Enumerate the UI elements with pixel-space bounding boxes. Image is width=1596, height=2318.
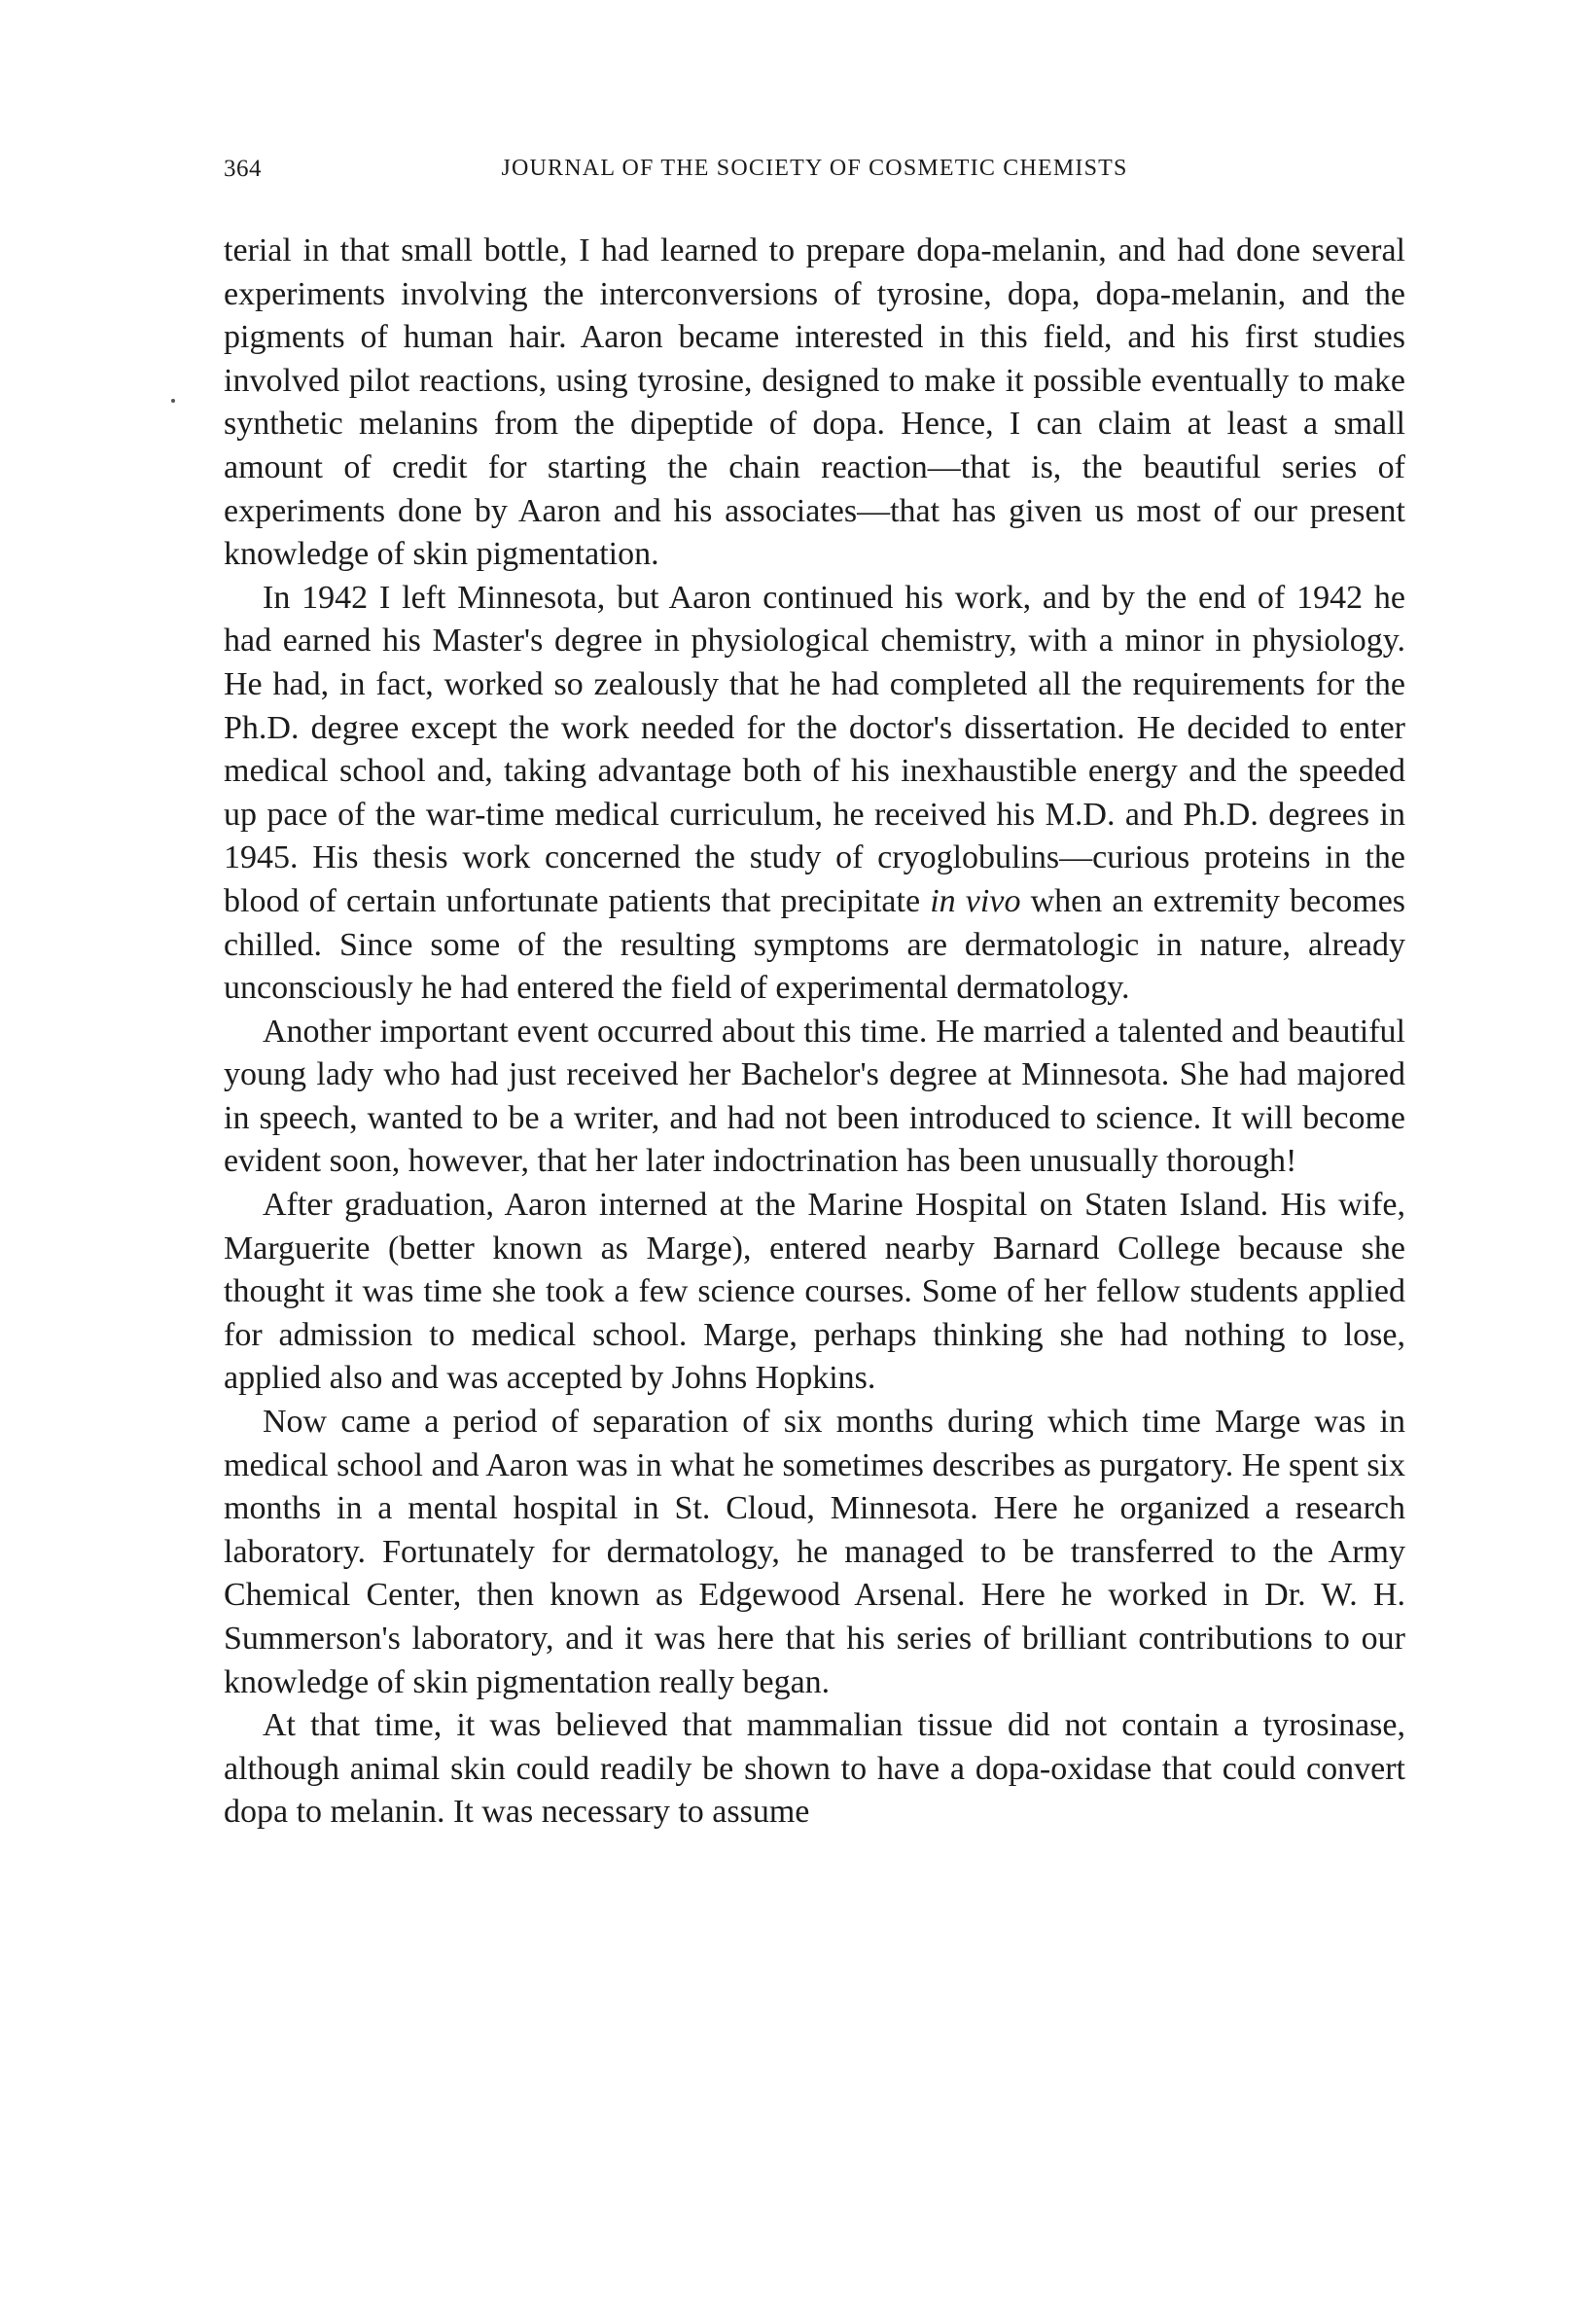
paragraph-2-text: In 1942 I left Minnesota, but Aaron continued his work, and by the end of 1942 he had earned his Master's degree in physiological chemistry, with a minor in physiology. He had, in fact, worked so zealously that he had completed all the requirements for the Ph.D. degree except the work needed for the doctor's dissertation. He decided to enter medical school and, taking advantage both of his inexhaustible energy and the speeded up pace of the war-time medical curriculum, he received his M.D. and Ph.D. degrees in 1945. His thesis work concerned the study of cryoglobulins—curious proteins in the blood of certain unfortunate patients that precipitate (224, 579, 1405, 919)
running-head (224, 156, 1405, 195)
paragraph-4 (224, 1184, 1405, 1401)
paragraph-6-text: At that time, it was believed that mammalian tissue did not contain a tyrosinase, although animal skin could readily be shown to have a dopa-oxidase that could convert dopa to melanin. It was necessary to assume (224, 1707, 1405, 1831)
paragraph-2 (224, 577, 1405, 1011)
stray-ink-dot (171, 399, 175, 403)
paragraph-2-italic-term: in vivo (930, 882, 1021, 919)
paragraph-6 (224, 1704, 1405, 1835)
page-number: 364 (224, 156, 262, 182)
article-body (224, 230, 1405, 1835)
journal-title: JOURNAL OF THE SOCIETY OF COSMETIC CHEMISTS (501, 156, 1128, 181)
paragraph-5 (224, 1401, 1405, 1704)
paragraph-5-text: Now came a period of separation of six months during which time Marge was in medical school and Aaron was in what he sometimes describes as purgatory. He spent six months in a mental hospital in St. Cloud, Minnesota. Here he organized a research laboratory. Fortunately for dermatology, he managed to be transferred to the Army Chemical Center, then known as Edgewood Arsenal. Here he worked in Dr. W. H. Summerson's laboratory, and it was here that his series of brilliant contributions to our knowledge of skin pigmentation really began. (224, 1404, 1405, 1700)
paragraph-1 (224, 230, 1405, 577)
paragraph-1-text: terial in that small bottle, I had learned to prepare dopa-melanin, and had done several experiments involving the interconversions of tyrosine, dopa, dopa-melanin, and the pigments of human hair. Aaron became interested in this field, and his first studies involved pilot reactions, using tyrosine, designed to make it possible eventually to make synthetic melanins from the dipeptide of dopa. Hence, I can claim at least a small amount of credit for starting the chain reaction—that is, the beautiful series of experiments done by Aaron and his associates—that has given us most of our present knowledge of skin pigmentation. (224, 232, 1405, 573)
paragraph-3 (224, 1011, 1405, 1184)
paragraph-2-text-end: when an extremity becomes chilled. Since some of the resulting symptoms are dermatologic in nature, already unconsciously he had entered the field of experimental dermatology. (224, 882, 1406, 1007)
paragraph-4-text: After graduation, Aaron interned at the Marine Hospital on Staten Island. His wife, Marguerite (better known as Marge), entered nearby Barnard College because she thought it was time she took a few science courses. Some of her fellow students applied for admission to medical school. Marge, perhaps thinking she had nothing to lose, applied also and was accepted by Johns Hopkins. (224, 1187, 1405, 1397)
paragraph-3-text: Another important event occurred about this time. He married a talented and beautiful young lady who had just received her Bachelor's degree at Minnesota. She had majored in speech, wanted to be a writer, and had not been introduced to science. It will become evident soon, however, that her later indoctrination has been unusually thorough! (224, 1013, 1405, 1180)
